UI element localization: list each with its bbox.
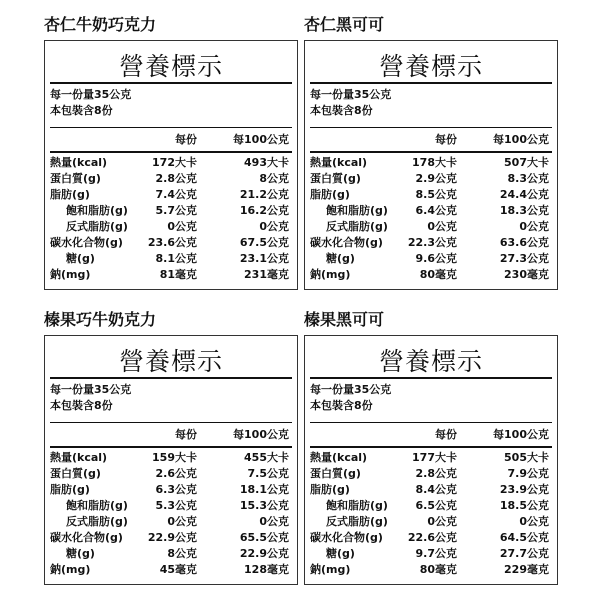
nutrient-row [50, 235, 289, 251]
per-100g-value: 455大卡 [244, 451, 289, 464]
nutrient-label: 糖(g) [66, 547, 95, 560]
nutrient-row [310, 267, 549, 283]
serving-info [50, 87, 131, 119]
nutrient-label: 飽和脂肪(g) [326, 499, 388, 512]
per-serving-value: 9.7公克 [415, 547, 457, 560]
per-100g-value: 128毫克 [244, 563, 289, 576]
nutrient-label: 飽和脂肪(g) [66, 204, 128, 217]
nutrient-label: 碳水化合物(g) [310, 236, 383, 249]
serving-info [310, 382, 391, 414]
per-100g-value: 507大卡 [504, 156, 549, 169]
nutrient-label: 碳水化合物(g) [310, 531, 383, 544]
per-serving-value: 5.7公克 [155, 204, 197, 217]
nutrient-row [50, 546, 289, 562]
per-100g-value: 63.6公克 [499, 236, 549, 249]
per-100g-value: 0公克 [259, 515, 289, 528]
nutrient-label: 熱量(kcal) [50, 156, 108, 169]
nutrient-row [310, 530, 549, 546]
nutrient-label: 碳水化合物(g) [50, 531, 123, 544]
product-title: 榛果巧牛奶克力 [44, 310, 157, 329]
per-serving-value: 7.4公克 [155, 188, 197, 201]
servings-per-pack: 本包裝含8份 [50, 399, 113, 412]
serving-size: 每一份量35公克 [50, 88, 132, 101]
per-serving-value: 23.6公克 [147, 236, 197, 249]
nutrient-label: 反式脂肪(g) [326, 220, 388, 233]
serving-info [50, 382, 131, 414]
divider [50, 446, 292, 448]
per-100g-value: 18.3公克 [499, 204, 549, 217]
nutrient-label: 鈉(mg) [310, 268, 351, 281]
nutrient-label: 反式脂肪(g) [66, 220, 128, 233]
per-100g-value: 0公克 [519, 515, 549, 528]
nutrient-label: 蛋白質(g) [50, 467, 101, 480]
nutrient-label: 蛋白質(g) [310, 172, 361, 185]
nutrient-label: 熱量(kcal) [310, 451, 368, 464]
nutrient-label: 脂肪(g) [50, 188, 90, 201]
serving-size: 每一份量35公克 [50, 383, 132, 396]
servings-per-pack: 本包裝含8份 [310, 399, 373, 412]
divider [50, 82, 292, 84]
nutrient-row [50, 530, 289, 546]
per-serving-value: 177大卡 [412, 451, 457, 464]
per-100g-value: 64.5公克 [499, 531, 549, 544]
panel-heading: 營養標示 [118, 347, 223, 376]
divider [50, 127, 292, 128]
nutrient-row [310, 187, 549, 203]
nutrition-panel [304, 40, 558, 290]
per-serving-value: 159大卡 [152, 451, 197, 464]
product-title: 杏仁黑可可 [304, 15, 385, 34]
nutrient-row [310, 562, 549, 578]
per-serving-value: 8.4公克 [415, 483, 457, 496]
per-serving-value: 80毫克 [419, 268, 457, 281]
per-100g-value: 18.1公克 [239, 483, 289, 496]
per-serving-value: 5.3公克 [155, 499, 197, 512]
nutrient-row [50, 203, 289, 219]
nutrient-label: 熱量(kcal) [50, 451, 108, 464]
nutrient-label: 脂肪(g) [50, 483, 90, 496]
nutrient-row [50, 498, 289, 514]
nutrient-label: 蛋白質(g) [310, 467, 361, 480]
divider [50, 151, 292, 153]
per-serving-value: 0公克 [167, 515, 197, 528]
nutrient-row [310, 466, 549, 482]
nutrient-row [310, 546, 549, 562]
nutrient-label: 糖(g) [66, 252, 95, 265]
per-serving-value: 172大卡 [152, 156, 197, 169]
nutrition-panel [44, 40, 298, 290]
per-serving-value: 2.6公克 [155, 467, 197, 480]
per-100g-value: 493大卡 [244, 156, 289, 169]
per-serving-value: 2.9公克 [415, 172, 457, 185]
nutrient-row [50, 155, 289, 171]
per-serving-value: 22.6公克 [407, 531, 457, 544]
per-serving-value: 22.9公克 [147, 531, 197, 544]
per-serving-value: 6.5公克 [415, 499, 457, 512]
per-100g-value: 27.7公克 [499, 547, 549, 560]
per-100g-value: 27.3公克 [499, 252, 549, 265]
nutrient-rows [50, 450, 289, 578]
divider [310, 377, 552, 379]
nutrient-rows [50, 155, 289, 283]
per-100g-value: 230毫克 [504, 268, 549, 281]
nutrient-label: 鈉(mg) [310, 563, 351, 576]
divider [310, 446, 552, 448]
per-100g-value: 505大卡 [504, 451, 549, 464]
nutrient-row [50, 251, 289, 267]
nutrient-row [50, 219, 289, 235]
col-header-per-serving: 每份 [175, 428, 197, 441]
nutrient-row [310, 482, 549, 498]
product-title: 杏仁牛奶巧克力 [44, 15, 157, 34]
nutrient-row [310, 251, 549, 267]
panel-heading: 營養標示 [378, 347, 483, 376]
nutrient-label: 糖(g) [326, 252, 355, 265]
per-100g-value: 16.2公克 [239, 204, 289, 217]
nutrient-rows [310, 450, 549, 578]
per-100g-value: 22.9公克 [239, 547, 289, 560]
nutrient-row [50, 466, 289, 482]
nutrient-label: 脂肪(g) [310, 483, 350, 496]
per-100g-value: 8.3公克 [507, 172, 549, 185]
nutrient-row [50, 562, 289, 578]
nutrient-label: 反式脂肪(g) [326, 515, 388, 528]
nutrient-label: 糖(g) [326, 547, 355, 560]
col-header-per-serving: 每份 [175, 133, 197, 146]
per-100g-value: 23.9公克 [499, 483, 549, 496]
per-100g-value: 18.5公克 [499, 499, 549, 512]
servings-per-pack: 本包裝含8份 [50, 104, 113, 117]
nutrient-label: 蛋白質(g) [50, 172, 101, 185]
nutrient-row [310, 235, 549, 251]
divider [50, 422, 292, 423]
nutrient-row [310, 450, 549, 466]
panel-heading: 營養標示 [118, 52, 223, 81]
nutrient-row [50, 267, 289, 283]
per-100g-value: 21.2公克 [239, 188, 289, 201]
divider [310, 422, 552, 423]
nutrition-panel [304, 335, 558, 585]
per-100g-value: 7.5公克 [247, 467, 289, 480]
nutrient-row [310, 498, 549, 514]
per-serving-value: 22.3公克 [407, 236, 457, 249]
nutrient-row [50, 450, 289, 466]
divider [310, 151, 552, 153]
nutrient-row [50, 171, 289, 187]
per-100g-value: 8公克 [259, 172, 289, 185]
nutrient-label: 反式脂肪(g) [66, 515, 128, 528]
nutrient-label: 鈉(mg) [50, 268, 91, 281]
nutrient-row [50, 187, 289, 203]
serving-size: 每一份量35公克 [310, 383, 392, 396]
per-serving-value: 9.6公克 [415, 252, 457, 265]
per-100g-value: 15.3公克 [239, 499, 289, 512]
divider [50, 377, 292, 379]
per-serving-value: 0公克 [427, 515, 457, 528]
nutrient-rows [310, 155, 549, 283]
per-100g-value: 0公克 [259, 220, 289, 233]
product-title: 榛果黑可可 [304, 310, 385, 329]
nutrient-row [310, 514, 549, 530]
per-100g-value: 229毫克 [504, 563, 549, 576]
servings-per-pack: 本包裝含8份 [310, 104, 373, 117]
nutrient-label: 鈉(mg) [50, 563, 91, 576]
per-serving-value: 6.3公克 [155, 483, 197, 496]
nutrient-label: 飽和脂肪(g) [326, 204, 388, 217]
nutrient-row [310, 219, 549, 235]
divider [310, 82, 552, 84]
col-header-per-100g: 每100公克 [493, 428, 549, 441]
per-100g-value: 7.9公克 [507, 467, 549, 480]
nutrient-label: 熱量(kcal) [310, 156, 368, 169]
nutrient-label: 飽和脂肪(g) [66, 499, 128, 512]
per-100g-value: 231毫克 [244, 268, 289, 281]
col-header-per-100g: 每100公克 [233, 133, 289, 146]
nutrient-row [310, 155, 549, 171]
col-header-per-100g: 每100公克 [233, 428, 289, 441]
col-header-per-100g: 每100公克 [493, 133, 549, 146]
per-serving-value: 8公克 [167, 547, 197, 560]
per-serving-value: 0公克 [427, 220, 457, 233]
per-100g-value: 65.5公克 [239, 531, 289, 544]
per-serving-value: 178大卡 [412, 156, 457, 169]
nutrient-label: 脂肪(g) [310, 188, 350, 201]
serving-info [310, 87, 391, 119]
per-serving-value: 0公克 [167, 220, 197, 233]
per-serving-value: 45毫克 [159, 563, 197, 576]
per-serving-value: 8.1公克 [155, 252, 197, 265]
per-serving-value: 2.8公克 [155, 172, 197, 185]
per-serving-value: 8.5公克 [415, 188, 457, 201]
panel-heading: 營養標示 [378, 52, 483, 81]
nutrient-row [310, 171, 549, 187]
nutrient-row [310, 203, 549, 219]
per-serving-value: 81毫克 [159, 268, 197, 281]
per-serving-value: 80毫克 [419, 563, 457, 576]
divider [310, 127, 552, 128]
per-100g-value: 0公克 [519, 220, 549, 233]
nutrient-label: 碳水化合物(g) [50, 236, 123, 249]
col-header-per-serving: 每份 [435, 428, 457, 441]
per-100g-value: 24.4公克 [499, 188, 549, 201]
serving-size: 每一份量35公克 [310, 88, 392, 101]
nutrient-row [50, 482, 289, 498]
per-serving-value: 6.4公克 [415, 204, 457, 217]
nutrient-row [50, 514, 289, 530]
nutrition-panel [44, 335, 298, 585]
col-header-per-serving: 每份 [435, 133, 457, 146]
per-100g-value: 67.5公克 [239, 236, 289, 249]
per-100g-value: 23.1公克 [239, 252, 289, 265]
per-serving-value: 2.8公克 [415, 467, 457, 480]
